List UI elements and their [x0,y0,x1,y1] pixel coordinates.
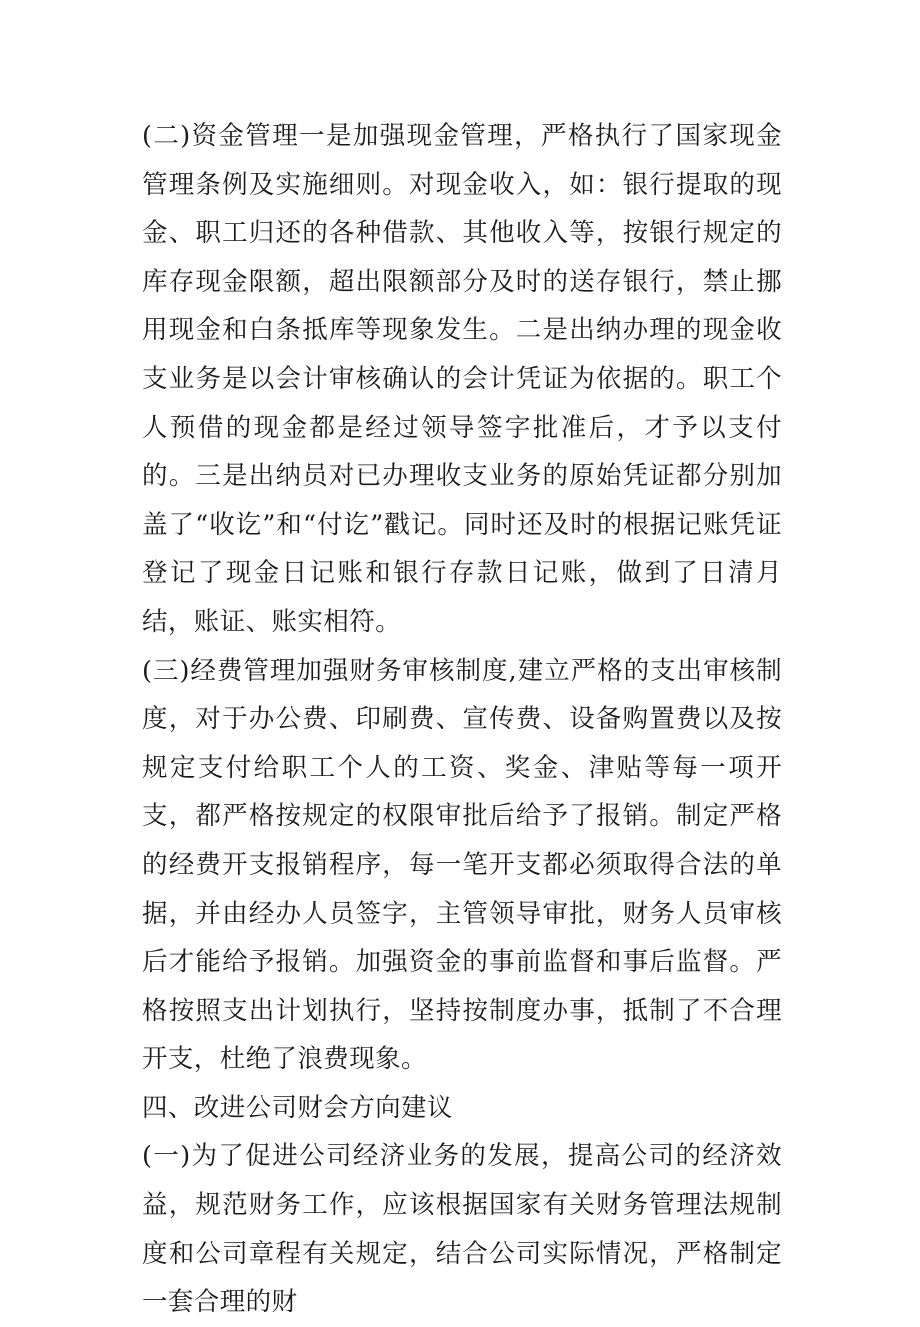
document-body [142,112,782,1327]
paragraph-fund-management: (二)资金管理一是加强现金管理，严格执行了国家现金管理条例及实施细则。对现金收入，如：银行提取的现金、职工归还的各种借款、其他收入等，按银行规定的库存现金限额，超出限额部分及时的送存银行，禁止挪用现金和白条抵库等现象发生。二是出纳办理的现金收支业务是以会计审核确认的会计凭证为依据的。职工个人预借的现金都是经过领导签字批准后，才予以支付的。三是出纳员对已办理收支业务的原始凭证都分别加盖了“收讫”和“付讫”戳记。同时还及时的根据记账凭证登记了现金日记账和银行存款日记账，做到了日清月结，账证、账实相符。 [142,121,782,637]
section-heading-suggestions: 四、改进公司财会方向建议 [142,1092,453,1123]
paragraph-expense-management: (三)经费管理加强财务审核制度,建立严格的支出审核制度，对于办公费、印刷费、宣传费、设备购置费以及按规定支付给职工个人的工资、奖金、津贴等每一项开支，都严格按规定的权限审批后给予了报销。制定严格的经费开支报销程序，每一笔开支都必须取得合法的单据，并由经办人员签字，主管领导审批，财务人员审核后才能给予报销。加强资金的事前监督和事后监督。严格按照支出计划执行，坚持按制度办事，抵制了不合理开支，杜绝了浪费现象。 [142,655,782,1075]
paragraph-suggestion-one: (一)为了促进公司经济业务的发展，提高公司的经济效益，规范财务工作，应该根据国家有关财务管理法规制度和公司章程有关规定，结合公司实际情况，严格制定一套合理的财 [142,1141,782,1318]
